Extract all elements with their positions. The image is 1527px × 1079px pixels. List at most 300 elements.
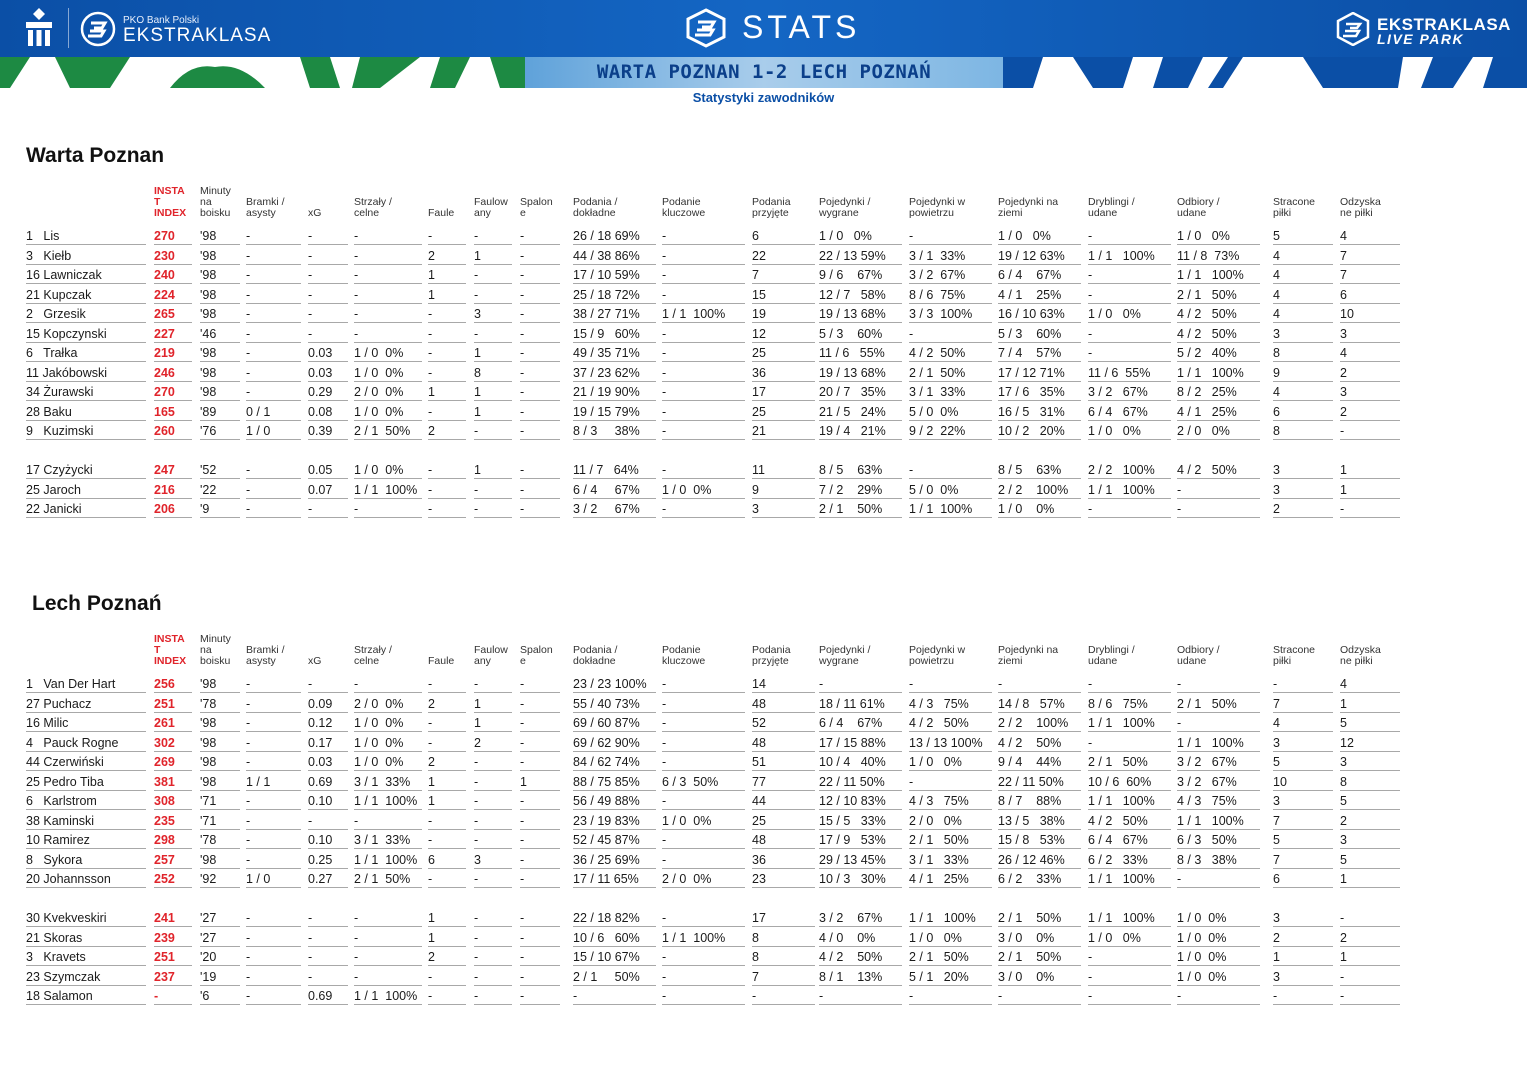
passes-received: 25 (752, 403, 815, 421)
xg: 0.03 (308, 344, 348, 362)
recovered-balls: 7 (1340, 266, 1400, 284)
pko-brand-small: PKO Bank Polski (123, 15, 200, 26)
ground-duels: 6 / 4 67% (998, 266, 1081, 284)
goals-assists: - (246, 948, 301, 966)
ground-duels: 9 / 4 44% (998, 753, 1081, 771)
fouls: 1 (428, 286, 466, 304)
player-row (0, 734, 1527, 754)
aerial-duels: 2 / 0 0% (909, 812, 992, 830)
recovered-balls: 1 (1340, 870, 1400, 888)
insta-index: 270 (154, 227, 192, 245)
aerial-duels: 1 / 1 100% (909, 909, 992, 927)
key-passes: - (662, 286, 745, 304)
passes-received: 51 (752, 753, 815, 771)
player-row (0, 695, 1527, 715)
minutes: '71 (200, 812, 240, 830)
insta-index: 265 (154, 305, 192, 323)
passes: 21 / 19 90% (573, 383, 656, 401)
ground-duels: 2 / 1 50% (998, 909, 1081, 927)
fouls: 1 (428, 773, 466, 791)
minutes: '98 (200, 266, 240, 284)
fouls: 1 (428, 909, 466, 927)
aerial-duels: 3 / 1 33% (909, 247, 992, 265)
offsides: - (520, 227, 560, 245)
player-name: 6 Trałka (26, 344, 146, 362)
xg: 0.08 (308, 403, 348, 421)
passes: 52 / 45 87% (573, 831, 656, 849)
ground-duels: 10 / 2 20% (998, 422, 1081, 440)
goals-assists: 1 / 0 (246, 422, 301, 440)
tackles: 1 / 1 100% (1177, 364, 1260, 382)
key-passes: - (662, 422, 745, 440)
offsides: - (520, 305, 560, 323)
fouled: 8 (474, 364, 512, 382)
duels: 19 / 4 21% (819, 422, 902, 440)
fouled: 3 (474, 851, 512, 869)
stats-logo-icon (684, 8, 728, 48)
passes: 17 / 11 65% (573, 870, 656, 888)
fouled: - (474, 792, 512, 810)
aerial-duels: 4 / 3 75% (909, 695, 992, 713)
passes: 49 / 35 71% (573, 344, 656, 362)
key-passes: - (662, 344, 745, 362)
offsides: - (520, 403, 560, 421)
player-name: 44 Czerwiński (26, 753, 146, 771)
passes: 17 / 10 59% (573, 266, 656, 284)
recovered-balls: 7 (1340, 247, 1400, 265)
minutes: '98 (200, 714, 240, 732)
shots: 2 / 1 50% (354, 870, 422, 888)
ground-duels: 5 / 3 60% (998, 325, 1081, 343)
tackles: 2 / 1 50% (1177, 286, 1260, 304)
player-row (0, 286, 1527, 306)
passes-received: 48 (752, 695, 815, 713)
goals-assists: - (246, 714, 301, 732)
shots: 1 / 1 100% (354, 987, 422, 1005)
fouled: - (474, 675, 512, 693)
insta-index: 251 (154, 948, 192, 966)
dribbles: 4 / 2 50% (1088, 812, 1171, 830)
xg: - (308, 909, 348, 927)
insta-index: 240 (154, 266, 192, 284)
key-passes: 2 / 0 0% (662, 870, 745, 888)
tackles: 1 / 0 0% (1177, 968, 1260, 986)
goals-assists: 1 / 1 (246, 773, 301, 791)
fouled: - (474, 929, 512, 947)
xg: - (308, 968, 348, 986)
lost-balls: 6 (1273, 870, 1333, 888)
insta-index: 269 (154, 753, 192, 771)
tackles: 4 / 2 50% (1177, 325, 1260, 343)
passes: 55 / 40 73% (573, 695, 656, 713)
column-header-passes-received: Podania przyjęte (752, 196, 791, 219)
aerial-duels: 8 / 6 75% (909, 286, 992, 304)
passes: 23 / 19 83% (573, 812, 656, 830)
fouls: - (428, 344, 466, 362)
xg: - (308, 227, 348, 245)
aerial-duels: 1 / 0 0% (909, 753, 992, 771)
ground-duels: 13 / 5 38% (998, 812, 1081, 830)
lost-balls: 5 (1273, 831, 1333, 849)
column-header-aerial-duels: Pojedynki w powietrzu (909, 644, 966, 667)
fouled: 1 (474, 344, 512, 362)
duels: 12 / 10 83% (819, 792, 902, 810)
insta-index: 241 (154, 909, 192, 927)
goals-assists: - (246, 227, 301, 245)
page-subtitle: Statystyki zawodników (692, 90, 835, 105)
minutes: '98 (200, 851, 240, 869)
passes-received: - (752, 987, 815, 1005)
dribbles: - (1088, 675, 1171, 693)
player-name: 27 Puchacz (26, 695, 146, 713)
duels: 29 / 13 45% (819, 851, 902, 869)
top-bar (0, 0, 1527, 57)
duels: 10 / 4 40% (819, 753, 902, 771)
lost-balls: 7 (1273, 812, 1333, 830)
insta-index: 302 (154, 734, 192, 752)
recovered-balls: 1 (1340, 948, 1400, 966)
key-passes: - (662, 325, 745, 343)
column-header-key-passes: Podanie kluczowe (662, 196, 706, 219)
shots: 1 / 0 0% (354, 753, 422, 771)
recovered-balls: 5 (1340, 714, 1400, 732)
column-header-passes-received: Podania przyjęte (752, 644, 791, 667)
goals-assists: - (246, 481, 301, 499)
lost-balls: 10 (1273, 773, 1333, 791)
offsides: - (520, 812, 560, 830)
lost-balls: 5 (1273, 227, 1333, 245)
passes: 84 / 62 74% (573, 753, 656, 771)
xg: - (308, 948, 348, 966)
fouled: - (474, 325, 512, 343)
aerial-duels: - (909, 227, 992, 245)
column-header-insta-index: INSTA T INDEX (154, 185, 187, 219)
recovered-balls: 3 (1340, 325, 1400, 343)
xg: 0.69 (308, 773, 348, 791)
aerial-duels: 3 / 1 33% (909, 383, 992, 401)
fouls: 2 (428, 948, 466, 966)
player-name: 16 Lawniczak (26, 266, 146, 284)
shots: 1 / 0 0% (354, 344, 422, 362)
goals-assists: - (246, 909, 301, 927)
player-row (0, 227, 1527, 247)
dribbles: 1 / 1 100% (1088, 870, 1171, 888)
goals-assists: - (246, 383, 301, 401)
player-row (0, 364, 1527, 384)
recovered-balls: - (1340, 909, 1400, 927)
dribbles: 2 / 2 100% (1088, 461, 1171, 479)
minutes: '98 (200, 344, 240, 362)
duels: 21 / 5 24% (819, 403, 902, 421)
passes-received: 9 (752, 481, 815, 499)
dribbles: 1 / 1 100% (1088, 247, 1171, 265)
insta-index: 246 (154, 364, 192, 382)
minutes: '20 (200, 948, 240, 966)
column-header-fouled: Faulow any (474, 644, 508, 667)
column-header-duels: Pojedynki / wygrane (819, 644, 871, 667)
fouls: 2 (428, 695, 466, 713)
passes-received: 52 (752, 714, 815, 732)
live-park-brand-bottom: LIVE PARK (1377, 31, 1465, 47)
player-name: 20 Johannsson (26, 870, 146, 888)
fouls: - (428, 870, 466, 888)
shots: - (354, 968, 422, 986)
fouls: 2 (428, 753, 466, 771)
fouls: 1 (428, 266, 466, 284)
tackles: 1 / 1 100% (1177, 734, 1260, 752)
shots: - (354, 266, 422, 284)
shots: 2 / 0 0% (354, 383, 422, 401)
lost-balls: 9 (1273, 364, 1333, 382)
duels: 18 / 11 61% (819, 695, 902, 713)
xg: 0.09 (308, 695, 348, 713)
ground-duels: 1 / 0 0% (998, 500, 1081, 518)
minutes: '98 (200, 753, 240, 771)
tackles: - (1177, 675, 1260, 693)
fouled: - (474, 773, 512, 791)
column-header-ground-duels: Pojedynki na ziemi (998, 644, 1059, 667)
dribbles: 8 / 6 75% (1088, 695, 1171, 713)
insta-index: 298 (154, 831, 192, 849)
passes-received: 77 (752, 773, 815, 791)
shots: 1 / 1 100% (354, 481, 422, 499)
xg: 0.03 (308, 364, 348, 382)
player-row (0, 792, 1527, 812)
fouled: - (474, 948, 512, 966)
passes-received: 8 (752, 929, 815, 947)
player-row (0, 812, 1527, 832)
passes: 25 / 18 72% (573, 286, 656, 304)
minutes: '78 (200, 831, 240, 849)
minutes: '98 (200, 364, 240, 382)
ground-duels: 17 / 6 35% (998, 383, 1081, 401)
key-passes: - (662, 247, 745, 265)
goals-assists: - (246, 344, 301, 362)
fouled: 3 (474, 305, 512, 323)
passes: 23 / 23 100% (573, 675, 656, 693)
insta-index: 230 (154, 247, 192, 265)
duels: 19 / 13 68% (819, 364, 902, 382)
key-passes: - (662, 383, 745, 401)
column-header-passes: Podania / dokładne (573, 196, 618, 219)
key-passes: - (662, 753, 745, 771)
passes: 69 / 60 87% (573, 714, 656, 732)
fouled: - (474, 870, 512, 888)
player-name: 38 Kaminski (26, 812, 146, 830)
offsides: - (520, 286, 560, 304)
dribbles: - (1088, 987, 1171, 1005)
offsides: - (520, 968, 560, 986)
aerial-duels: 2 / 1 50% (909, 948, 992, 966)
shots: 1 / 1 100% (354, 851, 422, 869)
passes: 3 / 2 67% (573, 500, 656, 518)
duels: 17 / 15 88% (819, 734, 902, 752)
goals-assists: - (246, 831, 301, 849)
tackles: - (1177, 481, 1260, 499)
shots: - (354, 227, 422, 245)
dribbles: - (1088, 968, 1171, 986)
column-header-recovered-balls: Odzyska ne piłki (1340, 644, 1381, 667)
shots: - (354, 286, 422, 304)
offsides: - (520, 909, 560, 927)
fouls: - (428, 325, 466, 343)
tackles: 1 / 0 0% (1177, 929, 1260, 947)
recovered-balls: 1 (1340, 461, 1400, 479)
player-row (0, 461, 1527, 481)
aerial-duels: 4 / 1 25% (909, 870, 992, 888)
ground-duels: 14 / 8 57% (998, 695, 1081, 713)
fouled: - (474, 753, 512, 771)
fouled: 1 (474, 403, 512, 421)
passes-received: 19 (752, 305, 815, 323)
duels: 3 / 2 67% (819, 909, 902, 927)
passes: 15 / 10 67% (573, 948, 656, 966)
minutes: '98 (200, 383, 240, 401)
ground-duels: 15 / 8 53% (998, 831, 1081, 849)
ekstraklasa-logo-icon (80, 11, 116, 47)
shots: - (354, 948, 422, 966)
fouled: 1 (474, 714, 512, 732)
minutes: '19 (200, 968, 240, 986)
lost-balls: 3 (1273, 325, 1333, 343)
minutes: '46 (200, 325, 240, 343)
passes-received: 25 (752, 812, 815, 830)
column-header-dribbles: Dryblingi / udane (1088, 644, 1135, 667)
offsides: - (520, 929, 560, 947)
insta-index: 227 (154, 325, 192, 343)
recovered-balls: - (1340, 422, 1400, 440)
passes-received: 3 (752, 500, 815, 518)
fouls: - (428, 364, 466, 382)
fouled: - (474, 266, 512, 284)
offsides: - (520, 851, 560, 869)
player-name: 17 Czyżycki (26, 461, 146, 479)
lost-balls: 3 (1273, 792, 1333, 810)
player-name: 28 Baku (26, 403, 146, 421)
duels: 6 / 4 67% (819, 714, 902, 732)
recovered-balls: 2 (1340, 364, 1400, 382)
duels: 9 / 6 67% (819, 266, 902, 284)
shots: - (354, 675, 422, 693)
recovered-balls: 8 (1340, 773, 1400, 791)
fouled: - (474, 481, 512, 499)
aerial-duels: 4 / 3 75% (909, 792, 992, 810)
goals-assists: - (246, 675, 301, 693)
aerial-duels: 2 / 1 50% (909, 364, 992, 382)
player-row (0, 403, 1527, 423)
ground-duels: - (998, 987, 1081, 1005)
player-row (0, 675, 1527, 695)
insta-index: 237 (154, 968, 192, 986)
passes-received: 48 (752, 831, 815, 849)
column-header-fouls: Faule (428, 655, 455, 667)
player-row (0, 383, 1527, 403)
key-passes: - (662, 227, 745, 245)
insta-index: - (154, 987, 192, 1005)
duels: 22 / 13 59% (819, 247, 902, 265)
player-name: 18 Salamon (26, 987, 146, 1005)
lost-balls: 7 (1273, 851, 1333, 869)
fouls: - (428, 734, 466, 752)
ground-duels: 1 / 0 0% (998, 227, 1081, 245)
column-header-aerial-duels: Pojedynki w powietrzu (909, 196, 966, 219)
tackles: 2 / 1 50% (1177, 695, 1260, 713)
player-row (0, 851, 1527, 871)
offsides: - (520, 948, 560, 966)
fouls: 1 (428, 792, 466, 810)
duels: 1 / 0 0% (819, 227, 902, 245)
ground-duels: - (998, 675, 1081, 693)
passes-received: 17 (752, 383, 815, 401)
duels: 10 / 3 30% (819, 870, 902, 888)
minutes: '98 (200, 675, 240, 693)
dribbles: - (1088, 227, 1171, 245)
offsides: - (520, 422, 560, 440)
passes: 38 / 27 71% (573, 305, 656, 323)
key-passes: - (662, 948, 745, 966)
dribbles: 2 / 1 50% (1088, 753, 1171, 771)
ekstraklasa-live-park-logo-icon (1336, 12, 1370, 46)
tackles: 5 / 2 40% (1177, 344, 1260, 362)
dribbles: - (1088, 734, 1171, 752)
dribbles: 10 / 6 60% (1088, 773, 1171, 791)
xg: 0.17 (308, 734, 348, 752)
aerial-duels: 9 / 2 22% (909, 422, 992, 440)
goals-assists: - (246, 695, 301, 713)
aerial-duels: 5 / 0 0% (909, 403, 992, 421)
column-header-insta-index: INSTA T INDEX (154, 633, 187, 667)
shots: - (354, 909, 422, 927)
stats-title: STATS (742, 9, 861, 45)
player-row (0, 266, 1527, 286)
passes-received: 48 (752, 734, 815, 752)
offsides: - (520, 461, 560, 479)
passes-received: 25 (752, 344, 815, 362)
passes: 37 / 23 62% (573, 364, 656, 382)
column-header-duels: Pojedynki / wygrane (819, 196, 871, 219)
column-header-xg: xG (308, 655, 322, 667)
minutes: '98 (200, 227, 240, 245)
passes-received: 8 (752, 948, 815, 966)
passes: 56 / 49 88% (573, 792, 656, 810)
pko-brand-big: EKSTRAKLASA (123, 25, 272, 46)
offsides: - (520, 364, 560, 382)
shots: 3 / 1 33% (354, 773, 422, 791)
lost-balls: 5 (1273, 753, 1333, 771)
player-row (0, 948, 1527, 968)
key-passes: - (662, 461, 745, 479)
recovered-balls: 4 (1340, 675, 1400, 693)
offsides: - (520, 383, 560, 401)
duels: 4 / 0 0% (819, 929, 902, 947)
tackles: 3 / 2 67% (1177, 753, 1260, 771)
lost-balls: 4 (1273, 383, 1333, 401)
key-passes: - (662, 403, 745, 421)
xg: - (308, 812, 348, 830)
duels: 17 / 9 53% (819, 831, 902, 849)
fouls: - (428, 675, 466, 693)
lost-balls: 4 (1273, 247, 1333, 265)
player-row (0, 714, 1527, 734)
player-row (0, 247, 1527, 267)
live-park-brand-top: EKSTRAKLASA (1377, 15, 1511, 34)
column-header-lost-balls: Stracone piłki (1273, 644, 1316, 667)
offsides: - (520, 753, 560, 771)
key-passes: - (662, 792, 745, 810)
lost-balls: 2 (1273, 929, 1333, 947)
minutes: '9 (200, 500, 240, 518)
shots: - (354, 929, 422, 947)
